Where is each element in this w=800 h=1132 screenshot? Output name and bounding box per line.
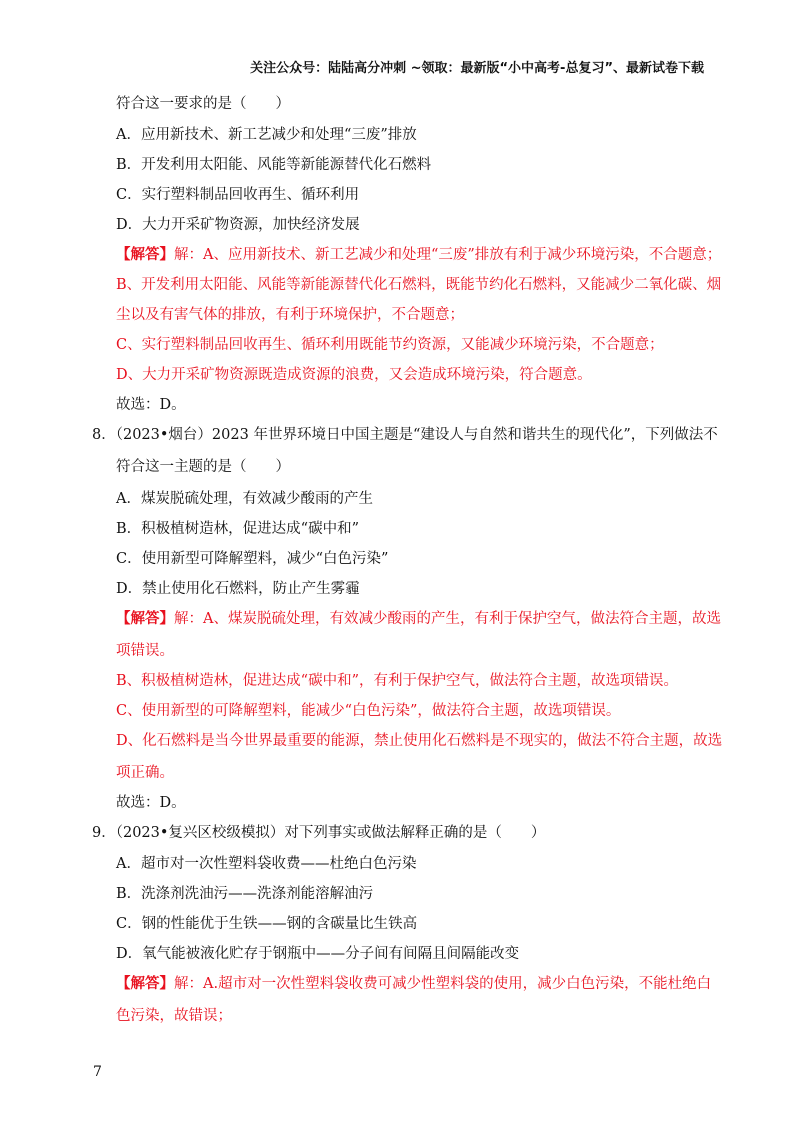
q7-answer-line-1: 【解答】解：A、应用新技术、新工艺减少和处理“三废”排放有利于减少环境污染，不合题意； [116,246,722,263]
q9-option-a: A．超市对一次性塑料袋收费——杜绝白色污染 [116,856,417,872]
q8-answer-line-3: B、积极植树造林，促进达成“碳中和”，有利于保护空气，做法符合主题，故选项错误。 [116,673,678,689]
q7-answer-line-2: B、开发利用太阳能、风能等新能源替代化石燃料，既能节约化石燃料，又能减少二氧化碳、烟 [116,277,722,293]
q9-answer-label: 【解答】 [116,975,174,992]
q7-answer-line-5: D、大力开采矿物资源既造成资源的浪费，又会造成环境污染，符合题意。 [116,367,592,383]
q8-choice: 故选：D。 [116,795,186,811]
q7-option-d: D．大力开采矿物资源，加快经济发展 [116,217,360,233]
q8-answer-line-4: C、使用新型的可降解塑料，能减少“白色污染”，做法符合主题，故选项错误。 [116,703,621,719]
q8-option-c: C．使用新型可降解塑料，减少“白色污染” [116,551,389,567]
q8-option-d: D．禁止使用化石燃料，防止产生雾霾 [116,581,360,597]
q8-option-a: A．煤炭脱硫处理，有效减少酸雨的产生 [116,491,373,507]
q9-stem-line-1: 9．（2023•复兴区校级模拟）对下列事实或做法解释正确的是（ ） [92,825,546,841]
q9-option-c: C．钢的性能优于生铁——钢的含碳量比生铁高 [116,916,418,932]
q8-answer-line-1: 【解答】解：A、煤炭脱硫处理，有效减少酸雨的产生，有利于保护空气，做法符合主题，故选 [116,610,721,627]
q8-answer-line-6: 项正确。 [116,765,174,781]
q8-option-b: B．积极植树造林，促进达成“碳中和” [116,521,359,537]
q8-answer-label: 【解答】 [116,610,174,627]
q9-option-d: D．氧气能被液化贮存于钢瓶中——分子间有间隔且间隔能改变 [116,946,520,962]
page-number: 7 [93,1064,102,1080]
page-content [92,94,723,1026]
q9-option-b: B．洗涤剂洗油污——洗涤剂能溶解油污 [116,886,374,902]
q8-stem-line-1: 8．（2023•烟台）2023 年世界环境日中国主题是“建设人与自然和谐共生的现代化”，下列做法不 [92,427,718,443]
q7-answer-line-3: 尘以及有害气体的排放，有利于环境保护，不合题意； [116,307,464,323]
q9-answer-line-1: 【解答】解：A.超市对一次性塑料袋收费可减少性塑料袋的使用，减少白色污染，不能杜绝白 [116,975,712,992]
q8-stem-line-2: 符合这一主题的是（ ） [116,459,290,475]
page-header: 关注公众号：陆陆高分冲刺 ~领取：最新版“小中高考-总复习”、最新试卷下载 [250,61,704,76]
q7-stem-continuation: 符合这一要求的是（ ） [116,96,290,112]
q7-option-b: B．开发利用太阳能、风能等新能源替代化石燃料 [116,157,432,173]
q7-option-a: A．应用新技术、新工艺减少和处理“三废”排放 [116,127,417,143]
q7-answer-line-4: C、实行塑料制品回收再生、循环利用既能节约资源，又能减少环境污染，不合题意； [116,337,664,353]
q8-answer-line-5: D、化石燃料是当今世界最重要的能源，禁止使用化石燃料是不现实的，做法不符合主题，故选 [116,733,723,749]
q8-answer-line-2: 项错误。 [116,643,174,659]
q7-choice: 故选：D。 [116,397,186,413]
q7-option-c: C．实行塑料制品回收再生、循环利用 [116,187,360,203]
q9-answer-line-2: 色污染，故错误； [116,1008,232,1024]
q7-answer-label: 【解答】 [116,246,174,263]
